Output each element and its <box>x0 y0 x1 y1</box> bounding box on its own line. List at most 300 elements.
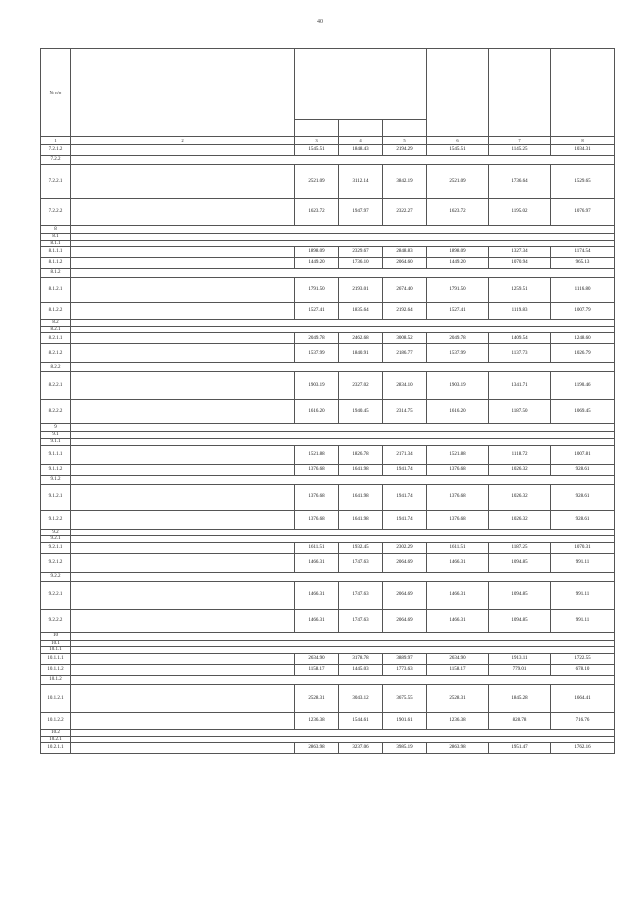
table-row <box>41 553 615 572</box>
row-value: 1529.65 <box>551 165 615 199</box>
row-value: 3112.14 <box>339 165 383 199</box>
row-value: 1898.09 <box>427 247 489 258</box>
row-value: 3889.97 <box>383 653 427 664</box>
table-row <box>41 743 615 754</box>
table-row <box>41 609 615 632</box>
row-value: 2863.98 <box>427 743 489 754</box>
row-value: 1913.11 <box>489 653 551 664</box>
table-row <box>41 581 615 609</box>
row-value: 1537.99 <box>427 344 489 363</box>
row-value: 1641.98 <box>339 484 383 510</box>
row-value: 2528.31 <box>295 684 339 712</box>
row-value: 1903.19 <box>427 372 489 400</box>
column-number: 3 <box>295 137 339 145</box>
row-value: 928.61 <box>551 464 615 475</box>
row-code: 8.1.1.1 <box>41 247 71 258</box>
row-value: 1466.31 <box>295 609 339 632</box>
period-label <box>71 736 615 743</box>
row-code: 10.2 <box>41 729 71 736</box>
header-col-6 <box>427 49 489 137</box>
row-code: 8.1.2.1 <box>41 278 71 303</box>
row-code: 8 <box>41 226 71 234</box>
table-row <box>41 258 615 269</box>
row-code: 8.2 <box>41 320 71 327</box>
row-value: 2186.77 <box>383 344 427 363</box>
row-code: 8.1.1 <box>41 240 71 247</box>
period-label <box>71 536 615 543</box>
row-value: 2322.27 <box>383 199 427 226</box>
table-row <box>41 736 615 743</box>
table-row <box>41 572 615 581</box>
row-value: 1376.68 <box>295 464 339 475</box>
row-value: 2064.69 <box>383 581 427 609</box>
row-value: 2634.90 <box>295 653 339 664</box>
row-value: 1190.46 <box>551 372 615 400</box>
row-value: 1747.63 <box>339 553 383 572</box>
header-code: № п/п <box>41 49 71 137</box>
table-row <box>41 226 615 234</box>
table-row <box>41 640 615 647</box>
row-value: 1762.16 <box>551 743 615 754</box>
period-label <box>71 320 615 327</box>
row-value: 3008.52 <box>383 333 427 344</box>
row-value: 2192.64 <box>383 303 427 320</box>
header-col-7 <box>489 49 551 137</box>
row-name <box>71 400 295 424</box>
row-description <box>71 675 615 684</box>
row-value: 1376.68 <box>295 510 339 529</box>
row-name <box>71 581 295 609</box>
row-value: 1941.74 <box>383 464 427 475</box>
row-code: 10.1 <box>41 640 71 647</box>
table-row <box>41 712 615 729</box>
period-label <box>71 326 615 333</box>
table-row <box>41 344 615 363</box>
table-row <box>41 464 615 475</box>
table-row <box>41 424 615 432</box>
row-code: 9 <box>41 424 71 432</box>
row-name <box>71 333 295 344</box>
row-value: 991.11 <box>551 609 615 632</box>
row-value: 3675.55 <box>383 684 427 712</box>
row-value: 1521.88 <box>295 445 339 464</box>
row-description <box>71 572 615 581</box>
row-value: 3043.12 <box>339 684 383 712</box>
row-name <box>71 553 295 572</box>
table-row <box>41 240 615 247</box>
header-sub-1 <box>295 120 339 137</box>
period-label <box>71 729 615 736</box>
row-value: 1116.80 <box>551 278 615 303</box>
row-value: 1611.51 <box>427 542 489 553</box>
row-value: 2834.10 <box>383 372 427 400</box>
row-value: 1466.31 <box>427 553 489 572</box>
section-title <box>71 632 615 640</box>
period-label <box>71 529 615 536</box>
table-row <box>41 484 615 510</box>
row-value: 2634.90 <box>427 653 489 664</box>
row-code: 9.1.1 <box>41 438 71 445</box>
table-row <box>41 675 615 684</box>
row-value: 1747.63 <box>339 581 383 609</box>
row-value: 1623.72 <box>427 199 489 226</box>
row-code: 7.2.1.2 <box>41 145 71 156</box>
row-value: 1094.85 <box>489 609 551 632</box>
row-value: 2521.09 <box>295 165 339 199</box>
row-description <box>71 475 615 484</box>
row-value: 1616.20 <box>427 400 489 424</box>
row-code: 10.1.2.2 <box>41 712 71 729</box>
row-value: 1623.72 <box>295 199 339 226</box>
table-row <box>41 445 615 464</box>
row-value: 1840.91 <box>339 344 383 363</box>
table-row <box>41 326 615 333</box>
header-sub-2 <box>339 120 383 137</box>
row-value: 1137.73 <box>489 344 551 363</box>
row-value: 1544.61 <box>339 712 383 729</box>
row-value: 1327.34 <box>489 247 551 258</box>
row-value: 2064.69 <box>383 609 427 632</box>
row-code: 9.2.2 <box>41 572 71 581</box>
row-value: 1236.38 <box>295 712 339 729</box>
row-code: 9.1.1.1 <box>41 445 71 464</box>
row-code: 9.2.2.1 <box>41 581 71 609</box>
table-row <box>41 333 615 344</box>
table-row <box>41 684 615 712</box>
row-value: 1118.72 <box>489 445 551 464</box>
row-value: 1747.63 <box>339 609 383 632</box>
row-value: 1187.25 <box>489 542 551 553</box>
table-row <box>41 647 615 654</box>
row-code: 10 <box>41 632 71 640</box>
row-code: 7.2.2 <box>41 156 71 165</box>
page-number: 40 <box>317 19 323 25</box>
column-number-row <box>41 137 615 145</box>
column-number: 8 <box>551 137 615 145</box>
row-value: 1026.32 <box>489 484 551 510</box>
row-value: 1537.99 <box>295 344 339 363</box>
row-value: 3178.78 <box>339 653 383 664</box>
table-header <box>41 49 615 145</box>
row-code: 8.1.2.2 <box>41 303 71 320</box>
row-value: 1466.31 <box>427 609 489 632</box>
row-value: 1845.28 <box>489 684 551 712</box>
row-code: 10.2.1 <box>41 736 71 743</box>
row-value: 1736.64 <box>489 165 551 199</box>
row-value: 1187.50 <box>489 400 551 424</box>
header-group-a <box>295 49 427 120</box>
row-value: 1940.45 <box>339 400 383 424</box>
row-value: 1236.38 <box>427 712 489 729</box>
row-value: 1376.68 <box>427 484 489 510</box>
table-row <box>41 432 615 439</box>
row-value: 2848.83 <box>383 247 427 258</box>
row-value: 2302.29 <box>383 542 427 553</box>
table-row <box>41 510 615 529</box>
row-value: 1376.68 <box>427 510 489 529</box>
row-value: 965.13 <box>551 258 615 269</box>
row-value: 1773.63 <box>383 664 427 675</box>
row-value: 1901.61 <box>383 712 427 729</box>
header-col-8 <box>551 49 615 137</box>
row-name <box>71 464 295 475</box>
row-name <box>71 542 295 553</box>
row-value: 1076.97 <box>551 199 615 226</box>
row-value: 1007.81 <box>551 445 615 464</box>
row-value: 1835.64 <box>339 303 383 320</box>
row-value: 1932.45 <box>339 542 383 553</box>
row-value: 1158.17 <box>295 664 339 675</box>
row-value: 1070.31 <box>551 542 615 553</box>
row-code: 10.1.1 <box>41 647 71 654</box>
row-name <box>71 510 295 529</box>
row-value: 1826.78 <box>339 445 383 464</box>
row-name <box>71 303 295 320</box>
row-value: 2327.02 <box>339 372 383 400</box>
column-number: 1 <box>41 137 71 145</box>
row-code: 9.2.1.2 <box>41 553 71 572</box>
row-name <box>71 653 295 664</box>
table-row <box>41 632 615 640</box>
row-value: 1195.02 <box>489 199 551 226</box>
row-value: 991.11 <box>551 581 615 609</box>
table-row <box>41 320 615 327</box>
row-value: 1070.94 <box>489 258 551 269</box>
row-value: 2049.78 <box>427 333 489 344</box>
row-code: 9.1.2.1 <box>41 484 71 510</box>
table-row <box>41 303 615 320</box>
row-value: 1521.88 <box>427 445 489 464</box>
table-row <box>41 729 615 736</box>
row-value: 1611.51 <box>295 542 339 553</box>
row-value: 2674.40 <box>383 278 427 303</box>
row-value: 1248.60 <box>551 333 615 344</box>
row-value: 716.76 <box>551 712 615 729</box>
row-value: 2462.68 <box>339 333 383 344</box>
row-code: 8.1.1.2 <box>41 258 71 269</box>
row-code: 8.2.1.1 <box>41 333 71 344</box>
table-row <box>41 278 615 303</box>
row-name <box>71 199 295 226</box>
row-code: 8.2.1.2 <box>41 344 71 363</box>
row-name <box>71 712 295 729</box>
row-value: 1445.03 <box>339 664 383 675</box>
row-code: 8.2.2 <box>41 363 71 372</box>
row-name <box>71 684 295 712</box>
row-code: 10.2.1.1 <box>41 743 71 754</box>
row-value: 1941.74 <box>383 510 427 529</box>
row-value: 1664.41 <box>551 684 615 712</box>
row-code: 8.2.2.2 <box>41 400 71 424</box>
row-value: 2193.01 <box>339 278 383 303</box>
row-value: 2064.69 <box>383 553 427 572</box>
section-title <box>71 424 615 432</box>
row-code: 7.2.2.2 <box>41 199 71 226</box>
table-body <box>41 145 615 754</box>
column-number: 2 <box>71 137 295 145</box>
row-name <box>71 165 295 199</box>
row-value: 1341.71 <box>489 372 551 400</box>
row-code: 9.1.2 <box>41 475 71 484</box>
row-value: 1791.50 <box>427 278 489 303</box>
row-value: 1791.50 <box>295 278 339 303</box>
row-value: 678.10 <box>551 664 615 675</box>
section-title <box>71 226 615 234</box>
row-code: 9.2 <box>41 529 71 536</box>
row-value: 1545.51 <box>295 145 339 156</box>
row-description <box>71 363 615 372</box>
row-value: 1947.97 <box>339 199 383 226</box>
row-code: 9.1.1.2 <box>41 464 71 475</box>
row-code: 9.2.1 <box>41 536 71 543</box>
column-number: 7 <box>489 137 551 145</box>
row-value: 2064.60 <box>383 258 427 269</box>
row-value: 1174.54 <box>551 247 615 258</box>
table-row <box>41 542 615 553</box>
row-code: 10.1.2 <box>41 675 71 684</box>
period-label <box>71 432 615 439</box>
table-row <box>41 664 615 675</box>
row-value: 2194.29 <box>383 145 427 156</box>
row-value: 928.61 <box>551 510 615 529</box>
row-value: 1026.32 <box>489 510 551 529</box>
row-value: 1449.20 <box>295 258 339 269</box>
table-row <box>41 536 615 543</box>
row-value: 2171.34 <box>383 445 427 464</box>
row-code: 9.2.1.1 <box>41 542 71 553</box>
row-value: 1641.98 <box>339 464 383 475</box>
row-value: 928.61 <box>551 484 615 510</box>
row-value: 1545.51 <box>427 145 489 156</box>
row-value: 779.01 <box>489 664 551 675</box>
table-row <box>41 475 615 484</box>
period-label <box>71 438 615 445</box>
period-label <box>71 240 615 247</box>
row-name <box>71 372 295 400</box>
row-value: 1951.47 <box>489 743 551 754</box>
row-name <box>71 278 295 303</box>
row-code: 8.1.2 <box>41 269 71 278</box>
row-code: 10.1.2.1 <box>41 684 71 712</box>
row-value: 1527.41 <box>427 303 489 320</box>
row-value: 1259.51 <box>489 278 551 303</box>
row-value: 1069.45 <box>551 400 615 424</box>
table-row <box>41 234 615 241</box>
row-name <box>71 258 295 269</box>
row-value: 1034.31 <box>551 145 615 156</box>
table-row <box>41 156 615 165</box>
row-value: 1026.32 <box>489 464 551 475</box>
row-value: 1848.43 <box>339 145 383 156</box>
row-value: 1466.31 <box>295 581 339 609</box>
row-code: 8.2.2.1 <box>41 372 71 400</box>
row-code: 10.1.1.2 <box>41 664 71 675</box>
row-value: 1466.31 <box>295 553 339 572</box>
column-number: 4 <box>339 137 383 145</box>
row-code: 7.2.2.1 <box>41 165 71 199</box>
tariff-table <box>40 48 615 754</box>
row-value: 1736.10 <box>339 258 383 269</box>
row-value: 3237.06 <box>339 743 383 754</box>
row-value: 1903.19 <box>295 372 339 400</box>
row-value: 2863.98 <box>295 743 339 754</box>
row-name <box>71 664 295 675</box>
row-value: 1376.68 <box>427 464 489 475</box>
row-name <box>71 743 295 754</box>
row-value: 1158.17 <box>427 664 489 675</box>
row-value: 2314.75 <box>383 400 427 424</box>
header-sub-3 <box>383 120 427 137</box>
table-row <box>41 529 615 536</box>
row-description <box>71 269 615 278</box>
row-name <box>71 609 295 632</box>
period-label <box>71 640 615 647</box>
row-value: 991.11 <box>551 553 615 572</box>
row-value: 2049.78 <box>295 333 339 344</box>
period-label <box>71 647 615 654</box>
row-value: 1145.25 <box>489 145 551 156</box>
row-name <box>71 484 295 510</box>
row-description <box>71 156 615 165</box>
row-value: 1527.41 <box>295 303 339 320</box>
table-row <box>41 199 615 226</box>
row-code: 9.1 <box>41 432 71 439</box>
table-row <box>41 372 615 400</box>
row-value: 828.78 <box>489 712 551 729</box>
row-code: 8.2.1 <box>41 326 71 333</box>
row-value: 1641.98 <box>339 510 383 529</box>
header-name <box>71 49 295 137</box>
row-value: 3842.19 <box>383 165 427 199</box>
row-code: 8.1 <box>41 234 71 241</box>
row-name <box>71 445 295 464</box>
row-value: 1376.68 <box>295 484 339 510</box>
table-row <box>41 165 615 199</box>
row-value: 1119.83 <box>489 303 551 320</box>
table-row <box>41 145 615 156</box>
row-value: 1094.85 <box>489 581 551 609</box>
row-value: 1026.79 <box>551 344 615 363</box>
period-label <box>71 234 615 241</box>
row-name <box>71 344 295 363</box>
row-value: 2521.09 <box>427 165 489 199</box>
table-row <box>41 269 615 278</box>
row-code: 9.2.2.2 <box>41 609 71 632</box>
column-number: 6 <box>427 137 489 145</box>
row-code: 10.1.1.1 <box>41 653 71 664</box>
row-value: 1722.55 <box>551 653 615 664</box>
row-value: 1449.20 <box>427 258 489 269</box>
row-value: 1898.09 <box>295 247 339 258</box>
row-value: 1007.79 <box>551 303 615 320</box>
row-value: 2329.67 <box>339 247 383 258</box>
table-row <box>41 653 615 664</box>
table-row <box>41 400 615 424</box>
column-number: 5 <box>383 137 427 145</box>
row-value: 1616.20 <box>295 400 339 424</box>
table-row <box>41 438 615 445</box>
row-value: 1941.74 <box>383 484 427 510</box>
row-value: 2528.31 <box>427 684 489 712</box>
table-row <box>41 363 615 372</box>
row-value: 1094.85 <box>489 553 551 572</box>
row-code: 9.1.2.2 <box>41 510 71 529</box>
row-name <box>71 247 295 258</box>
row-value: 1409.54 <box>489 333 551 344</box>
row-name <box>71 145 295 156</box>
row-value: 3985.19 <box>383 743 427 754</box>
row-value: 1466.31 <box>427 581 489 609</box>
